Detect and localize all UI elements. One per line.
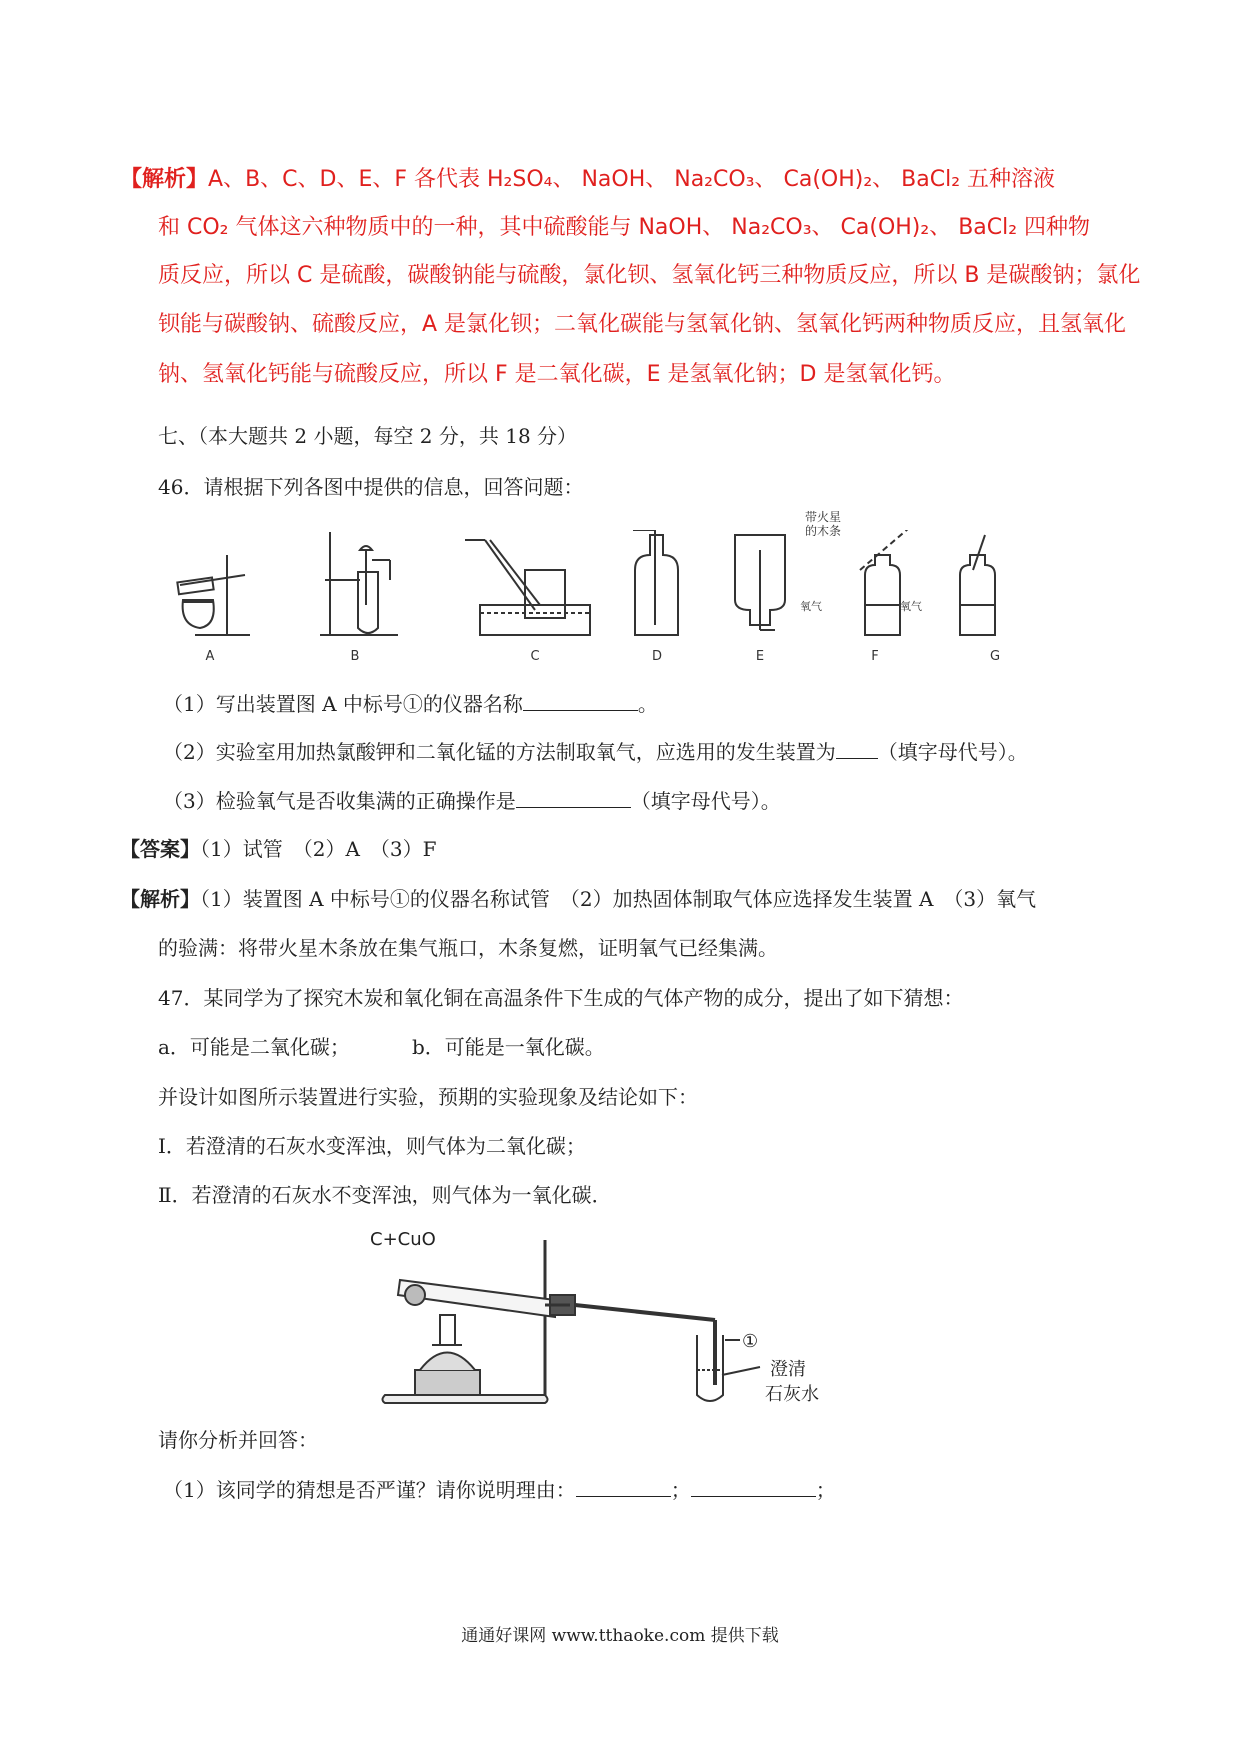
apparatus-label-F: F [871,649,879,664]
splint-label-line-1: 带火星 [805,510,842,524]
q47-item-1: Ⅰ．若澄清的石灰水变浑浊，则气体为二氧化碳； [158,1134,586,1158]
analysis1-line-1 [120,166,1055,194]
q46-analysis-line-1 [120,885,1036,913]
apparatus-F [860,530,930,635]
q46-answer-tag: 【答案】 [120,837,200,861]
q46-sub2-text: （2）实验室用加热氯酸钾和二氧化锰的方法制取氧气，应选用的发生装置为 [163,740,836,764]
q46-sub3-blank[interactable] [516,787,631,808]
q47-item-2: Ⅱ．若澄清的石灰水不变浑浊，则气体为一氧化碳． [158,1183,612,1207]
q46-sub3-end: （填字母代号）。 [630,789,781,813]
q47-sub1-blank-1[interactable] [576,1476,671,1497]
q46-sub3-text: （3）检验氧气是否收集满的正确操作是 [163,789,516,813]
q46-sub1-end: 。 [637,692,658,716]
q47-guess-b: b．可能是一氧化碳。 [411,1035,605,1059]
apparatus-D [633,530,678,635]
analysis1-line-2: 和 CO₂ 气体这六种物质中的一种，其中硫酸能与 NaOH、 Na₂CO₃、 Ca(OH)₂、 BaCl₂ 四种物 [158,215,1091,240]
apparatus-label-B: B [350,649,360,664]
analysis1-line-5: 钠、氢氧化钙能与硫酸反应，所以 F 是二氧化碳，E 是氢氧化钠；D 是氢氧化钙。 [158,362,956,387]
q47-prompt: 请你分析并回答： [158,1428,318,1452]
q46-apparatus-figure [155,530,1035,670]
oxygen-label-F: 氧气 [800,600,822,613]
q46-answer-text: （1）试管 （2）A （3）F [200,837,437,861]
q46-sub2-end: （填字母代号）。 [877,740,1028,764]
analysis1-tag: 【解析】 [120,167,209,192]
oxygen-label-G: 氧气 [900,600,922,613]
limewater-label-1: 澄清 [770,1359,806,1380]
q46-sub3 [163,787,781,815]
apparatus-label-G: G [989,649,1001,664]
apparatus-C [465,540,590,635]
analysis1-text-1: A、B、C、D、E、F 各代表 H₂SO₄、 NaOH、 Na₂CO₃、 Ca(OH)₂、 BaCl₂ 五种溶液 [208,167,1056,192]
limewater-label-2: 石灰水 [765,1384,819,1405]
apparatus-G [960,535,995,635]
apparatus-A [177,555,250,635]
q47-stem: 47．某同学为了探究木炭和氧化铜在高温条件下生成的气体产物的成分，提出了如下猜想： [158,986,964,1010]
q46-sub2 [163,738,1028,766]
q47-apparatus-figure [370,1225,930,1410]
q46-answer [120,835,437,863]
q46-analysis-text-1: （1）装置图 A 中标号①的仪器名称试管 （2）加热固体制取气体应选择发生装置 A （3）氧气 [200,887,1037,911]
q47-sub1-blank-2[interactable] [691,1476,816,1497]
q46-analysis-tag: 【解析】 [120,887,200,911]
q47-guesses [158,1033,605,1061]
page-footer: 通通好课网 www.tthaoke.com 提供下载 [461,1626,779,1646]
apparatus-label-A: A [205,649,215,664]
q46-sub1-blank[interactable] [523,690,638,711]
q47-sub1-sep-1: ； [670,1478,691,1502]
marker-label: ① [742,1331,759,1352]
apparatus-B [320,532,398,635]
q46-sub1 [163,690,658,718]
reactants-label: C+CuO [370,1229,436,1250]
q46-sub1-text: （1）写出装置图 A 中标号①的仪器名称 [163,692,523,716]
analysis1-line-4: 钡能与碳酸钠、硫酸反应，A 是氯化钡；二氧化碳能与氢氧化钠、氢氧化钙两种物质反应，且氢氧化 [158,312,1127,337]
section-7-header: 七、（本大题共 2 小题，每空 2 分，共 18 分） [158,424,578,448]
q46-stem: 46．请根据下列各图中提供的信息，回答问题： [158,475,584,499]
q47-guess-a: a．可能是二氧化碳； [158,1035,350,1059]
apparatus-E [735,535,785,630]
q47-design: 并设计如图所示装置进行实验，预期的实验现象及结论如下： [158,1085,698,1109]
apparatus-label-D: D [651,649,663,664]
apparatus-label-E: E [755,649,765,664]
q47-sub1-text: （1）该同学的猜想是否严谨？请你说明理由： [163,1478,576,1502]
q46-sub2-blank[interactable] [836,738,878,759]
splint-label [805,510,841,538]
q46-analysis-line-2: 的验满：将带火星木条放在集气瓶口，木条复燃，证明氧气已经集满。 [158,936,778,960]
apparatus-label-C: C [530,649,540,664]
analysis1-line-3: 质反应，所以 C 是硫酸，碳酸钠能与硫酸，氯化钡、氢氧化钙三种物质反应，所以 B 是碳酸钠；氯化 [158,263,1141,288]
splint-label-line-2: 的木条 [805,524,842,538]
q47-sub1 [163,1476,836,1504]
q47-sub1-sep-2: ； [815,1478,836,1502]
